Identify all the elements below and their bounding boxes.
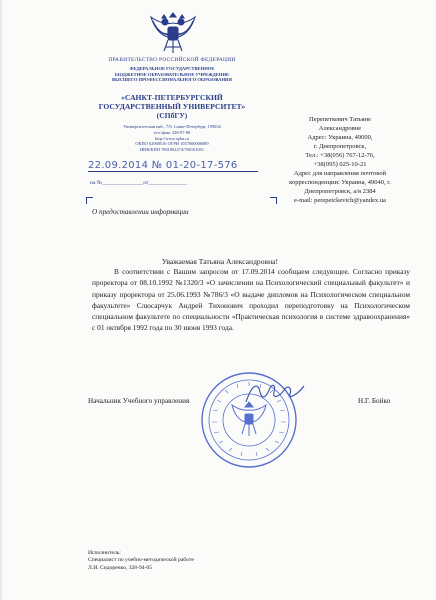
signatory-role: Начальник Учебного управления: [88, 397, 190, 405]
executor-label: Исполнитель:: [88, 550, 121, 556]
institution-line: ФЕДЕРАЛЬНОЕ ГОСУДАРСТВЕННОЕ: [129, 66, 215, 71]
addressee-line: корреспонденции: Украина, 49040, г.: [289, 179, 391, 186]
government-line: ПРАВИТЕЛЬСТВО РОССИЙСКОЙ ФЕДЕРАЦИИ: [108, 57, 236, 63]
addressee-line: Днепропетровск, а/я 2384: [304, 188, 376, 195]
greeting: Уважаемая Татьяна Александровна!: [161, 257, 279, 266]
handwritten-signature: [242, 378, 312, 408]
addressee-line: Александровне: [318, 125, 362, 132]
university-abbrev: (СПбГУ): [156, 111, 188, 120]
university-name: [72, 93, 272, 120]
body-paragraph: В соответствии с Вашим запросом от 17.09.2014 сообщаем следующее. Согласно приказу проректора от 08.10.1992 №1320/3 «О зачислении на Психологический специальный факультет» и приказу проректора от 25.06.1993 №786/3 «О выдаче дипломов на Психологическом специальном факультете» Слюсарчук Андрей Тихонович проходил переподготовку на Психологическом специальном факультете по специальности «Практическая психология в системе здравоохранения» с 01 октября 1992 года по 30 июня 1993 года.: [92, 267, 410, 333]
signatory-name: Н.Г. Бойко: [358, 397, 391, 405]
addressee-line: г. Днепропетровск,: [313, 143, 367, 150]
address-line: Университетская наб., 7/9, Санкт-Петербург, 199034: [123, 124, 221, 129]
letter-body: [92, 266, 410, 334]
executor-position: Специалист по учебно-методической работе: [88, 557, 194, 564]
letter-subject: О предоставлении информации: [92, 208, 189, 216]
addressee-block: [260, 115, 420, 205]
inn-kpp-line: ИНН/КПП 7801002274/780101001: [139, 147, 205, 153]
executor-block: [88, 550, 194, 572]
addressee-email: e-mail: perepetckevich@yandex.ua: [294, 197, 386, 204]
institution-line: ВЫСШЕГО ПРОФЕССИОНАЛЬНОГО ОБРАЗОВАНИЯ: [112, 77, 232, 83]
addressee-line: Адрес для направления почтовой: [293, 170, 387, 177]
website-line: http://www.spbu.ru: [155, 135, 189, 141]
double-headed-eagle-emblem: [146, 5, 200, 59]
reference-number-line: на №_______________от______________: [90, 180, 187, 186]
executor-name-phone: Л.И. Сидоренко, 328-94-05: [88, 564, 153, 571]
date-underline: [88, 171, 258, 172]
university-contacts: [72, 124, 272, 153]
subject-bracket-left: [86, 197, 93, 204]
university-name-line: «САНКТ-ПЕТЕРБУРГСКИЙ: [121, 93, 223, 102]
institution-type: [72, 66, 272, 83]
addressee-line: Адрес: Украина, 49000,: [307, 134, 373, 141]
phone-fax-line: тел./факс 328-97-88: [153, 129, 191, 135]
addressee-line: +38(095) 025-10-21: [313, 161, 367, 168]
institution-line: БЮДЖЕТНОЕ ОБРАЗОВАТЕЛЬНОЕ УЧРЕЖДЕНИЕ: [114, 71, 230, 77]
handwritten-date-number: 22.09.2014 № 01-20-17-576: [88, 160, 238, 171]
addressee-line: Перепеткевич Татьяне: [309, 116, 371, 123]
university-name-line: ГОСУДАРСТВЕННЫЙ УНИВЕРСИТЕТ»: [98, 102, 246, 111]
addressee-line: Тел.: +38(056) 767-12-76,: [305, 152, 375, 159]
okpo-ogrn-line: ОКПО 02068516 ОГРН 1037800006089: [135, 141, 209, 147]
